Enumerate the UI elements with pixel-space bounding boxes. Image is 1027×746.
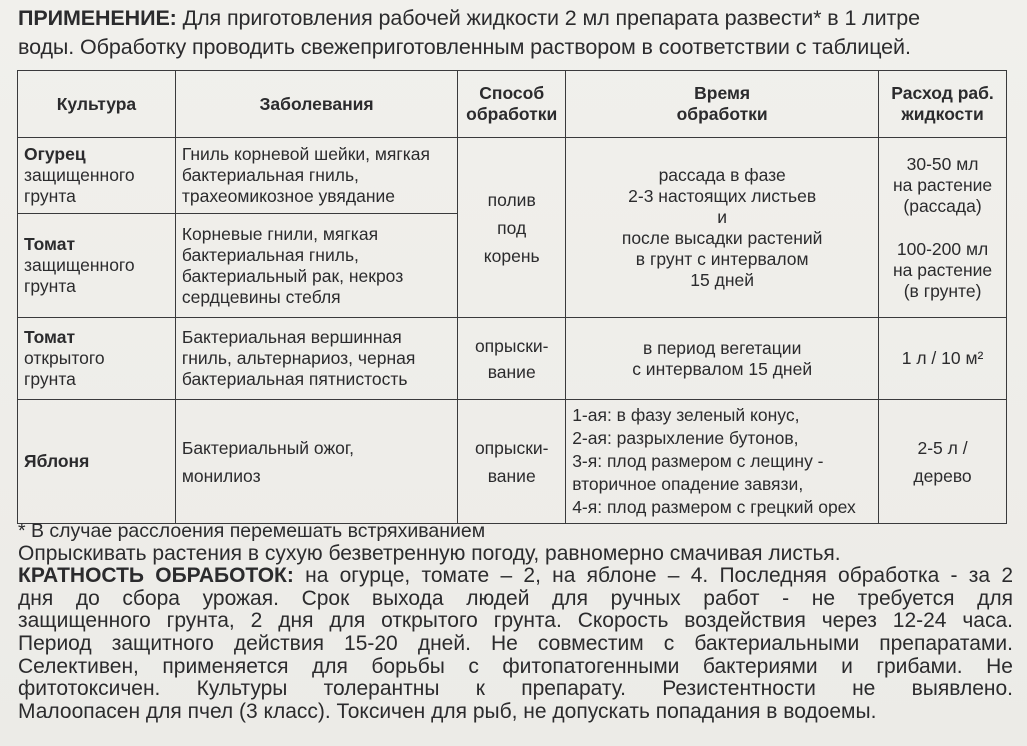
culture-name: Томат <box>24 327 76 347</box>
rate-cell <box>879 400 1007 524</box>
culture-sub: защищенного <box>24 165 135 185</box>
time-line: после высадки растений <box>621 227 823 248</box>
culture-sub: грунта <box>24 186 76 206</box>
method-cell <box>458 318 566 400</box>
culture-sub: защищенного <box>24 255 135 275</box>
spray-instruction: Опрыскивать растения в сухую безветренную погоду, равномерно смачивая листья. <box>18 541 841 565</box>
application-table <box>17 70 1007 524</box>
header-rate <box>879 71 1007 138</box>
disease-line: бактериальная гниль, <box>181 244 359 265</box>
time-line: 4-я: плод размером с грецкий орех <box>572 497 856 517</box>
time-list <box>572 404 872 519</box>
time-line: 2-ая: разрыхление бутонов, <box>572 428 799 448</box>
time-line: вторичное опадение завязи, <box>572 474 804 494</box>
method-line: вание <box>487 361 536 382</box>
frequency-line: дня до сбора урожая. Срок выхода людей для ручных работ - не требуется для <box>18 586 1013 610</box>
rate-line: 30-50 мл <box>906 153 979 174</box>
time-line: и <box>717 206 728 227</box>
time-cell-shared <box>566 138 879 318</box>
header-disease: Заболевания <box>175 71 457 138</box>
intro-line-1 <box>18 4 1013 33</box>
disease-line: трахеомикозное увядание <box>181 186 395 206</box>
disease-line: монилиоз <box>181 465 261 486</box>
time-line: рассада в фазе <box>658 164 786 185</box>
frequency-line: Малоопасен для пчел (3 класс). Токсичен для рыб, не допускать попадания в водоемы. <box>18 699 877 723</box>
header-method <box>458 71 566 138</box>
frequency-line <box>18 565 1013 588</box>
disease-line: гниль, альтернариоз, черная <box>181 348 416 368</box>
table-header-row <box>18 71 1007 138</box>
method-cell <box>458 400 566 524</box>
frequency-line: защищенного грунта, 2 дня для открытого грунта. Скорость воздействия через 12-24 часа. <box>18 609 1013 633</box>
instructions-footer <box>18 520 1013 723</box>
rate-line: дерево <box>913 465 972 486</box>
method-line: вание <box>487 465 536 486</box>
rate-line: (рассада) <box>903 195 982 216</box>
rate-cell-shared <box>879 138 1007 318</box>
disease-line: бактериальная пятнистость <box>181 369 408 389</box>
time-line: в период вегетации <box>642 337 802 358</box>
time-line: с интервалом 15 дней <box>632 358 813 379</box>
disease-cell <box>175 400 457 524</box>
header-rate-line: Расход раб. <box>891 83 994 103</box>
culture-cell <box>18 138 176 214</box>
intro-line-2: воды. Обработку проводить свежеприготовленным раствором в соответствии с таблицей. <box>18 35 911 59</box>
disease-line: Корневые гнили, мягкая <box>181 223 379 244</box>
culture-name: Томат <box>24 234 76 254</box>
culture-name: Огурец <box>24 144 86 164</box>
table-row <box>18 318 1007 400</box>
disease-cell <box>175 214 457 318</box>
disease-line: Бактериальный ожог, <box>181 437 354 458</box>
rate-line: 100-200 мл <box>896 238 989 259</box>
footnote: * В случае расслоения перемешать встряхиванием <box>18 520 486 542</box>
rate-line: 2-5 л / <box>917 437 968 458</box>
time-line: 15 дней <box>690 269 754 290</box>
method-line: под <box>497 217 527 238</box>
time-line: 3-я: плод размером с лещину - <box>572 451 824 471</box>
rate-line: на растение <box>892 174 993 195</box>
table-row <box>18 138 1007 214</box>
disease-line: сердцевины стебля <box>181 286 341 307</box>
method-line: опрыски- <box>474 335 549 356</box>
method-line: полив <box>487 189 536 210</box>
culture-cell <box>18 318 176 400</box>
method-line: опрыски- <box>474 437 549 458</box>
application-heading: ПРИМЕНЕНИЕ: <box>18 6 177 30</box>
culture-cell <box>18 400 176 524</box>
rate-cell: 1 л / 10 м² <box>879 318 1007 400</box>
frequency-line: фитотоксичен. Культуры толерантны к препарату. Резистентности не выявлено. <box>18 677 1013 701</box>
header-time-line: обработки <box>676 104 768 124</box>
culture-cell <box>18 214 176 318</box>
rate-line: (в грунте) <box>903 280 982 301</box>
disease-line: бактериальный рак, некроз <box>181 265 404 286</box>
application-intro <box>18 4 1013 62</box>
time-line: 1-ая: в фазу зеленый конус, <box>572 405 800 425</box>
frequency-line: Период защитного действия 15-20 дней. Не совместим с бактериальными препаратами. <box>18 631 1013 655</box>
culture-sub: грунта <box>24 276 76 296</box>
header-rate-line: жидкости <box>901 104 984 124</box>
header-method-line: обработки <box>466 104 558 124</box>
culture-name: Яблоня <box>24 451 90 471</box>
rate-line: на растение <box>892 259 993 280</box>
method-cell-shared <box>458 138 566 318</box>
rate-spacer <box>885 217 1000 239</box>
header-time <box>566 71 879 138</box>
method-line: корень <box>483 245 540 266</box>
culture-sub: грунта <box>24 369 76 389</box>
header-method-line: Способ <box>479 83 545 103</box>
disease-line: Гниль корневой шейки, мягкая <box>181 144 430 164</box>
time-line: 2-3 настоящих листьев <box>628 185 817 206</box>
time-cell <box>566 400 879 524</box>
disease-cell <box>175 138 457 214</box>
frequency-heading: КРАТНОСТЬ ОБРАБОТОК: <box>18 564 294 588</box>
table-row <box>18 400 1007 524</box>
header-time-line: Время <box>694 83 751 103</box>
frequency-line: Селективен, применяется для борьбы с фитопатогенными бактериями и грибами. Не <box>18 654 1013 678</box>
disease-line: Бактериальная вершинная <box>181 327 402 347</box>
culture-sub: открытого <box>24 348 105 368</box>
disease-line: бактериальная гниль, <box>181 165 359 185</box>
frequency-text: на огурце, томате – 2, на яблоне – 4. Последняя обработка - за 2 <box>293 564 1013 588</box>
time-cell <box>566 318 879 400</box>
header-culture: Культура <box>18 71 176 138</box>
intro-text-1: Для приготовления рабочей жидкости 2 мл препарата развести* в 1 литре <box>176 6 921 30</box>
disease-cell <box>175 318 457 400</box>
time-line: в грунт с интервалом <box>635 248 809 269</box>
